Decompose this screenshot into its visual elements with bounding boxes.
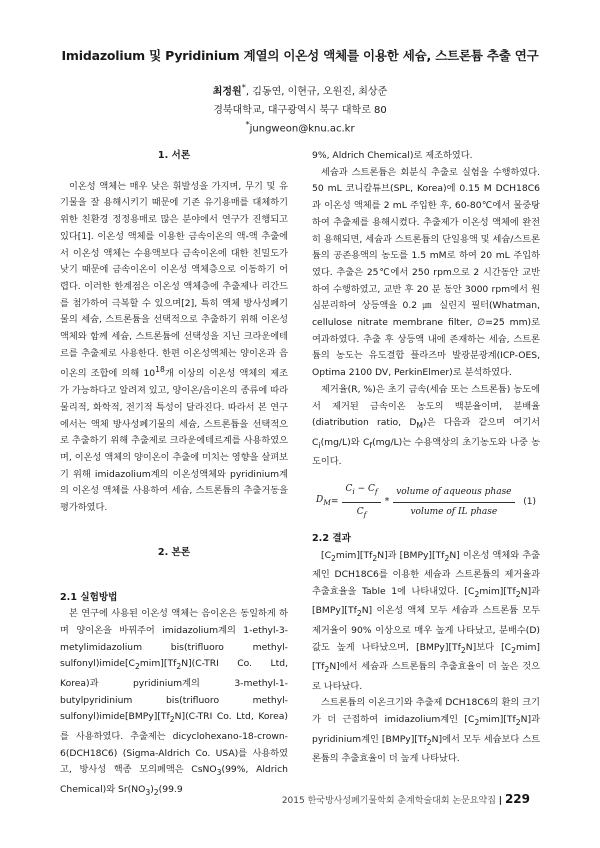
email-line (0, 119, 600, 134)
footer-text: 2015 한국방사성폐기물학회 춘계학술대회 논문요약집 (281, 796, 496, 806)
affiliation: 경북대학교, 대구광역시 북구 대학로 80 (213, 105, 387, 116)
email-mark: * (245, 119, 250, 129)
equation-times: * (384, 496, 390, 507)
equation-number: (1) (523, 496, 536, 507)
equation-lhs: $D_M$ (316, 495, 331, 508)
concentration-fraction: $\frac{C_i - C_f}{C_f}$ (342, 481, 380, 523)
right-column (312, 148, 540, 768)
distribution-equation (312, 479, 540, 525)
method-heading: 2.1 실험방법 (60, 591, 118, 603)
method-continued: 9%, Aldrich Chemical)로 제조하였다. (312, 150, 473, 161)
equation-equals: = (330, 496, 339, 507)
left-column (60, 148, 288, 801)
method-paragraph: 본 연구에 사용된 이온성 액체는 음이온은 동일하게 하며 양이온을 바꿔주어 imidazolium계의 1-ethyl-3-metylimidazolium bis(trifluoro methyl-$sulfonyl)imide[C_2mim][Tf_2N](C$-TRI Co. Ltd, Korea)과 pyridinium계의 3-methyl-1-butylpyridinium bis(trifluoro methyl-$sulfonyl)imide[BMPy][Tf_2N](C$-TRI Co. Ltd, Korea)를 사용하였다. 추출제는 dicyclohexano-18-crown-6(DCH18C6) (Sigma-Aldrich Co. USA)를 사용하였고, 방사성 핵종 모의폐액은 CsNO$_3$(99%, Aldrich Chemical)와 $Sr(NO_3)_2(99.9$ (60, 608, 288, 797)
page-number: 229 (504, 792, 530, 806)
author-list (0, 82, 600, 97)
intro-paragraph: 이온성 액체는 매우 낮은 휘발성을 가지며, 무기 및 유기물을 잘 용해시키기 때문에 기존 유기용매를 대체하기 위한 친환경 정정용매로 많은 분야에서 연구가 진행되고 있다[1]. 이온성 액체를 이용한 금속이온의 액-액 추출에서 이온성 액체는 수용액보다 금속이온에 대한 친밀도가 낮기 때문에 금속이온이 이온성 액체층으로 이동하기 어렵다. 이러한 한계점은 이온성 액체층에 추출제나 리간드를 첨가하여 극복할 수 있으며[2], 특히 액체 방사성폐기물의 세슘, 스트론튬을 선택적으로 추출하기 위해 이온성 액체와 함께 세슘, 스트론튬에 선택성을 지닌 크라운에테르를 추출제로 사용한다. 한편 이온성액체는 양이온과 음이온의 조합에 의해 $10^{18}$개 이상의 이온성 액체의 제조가 가능하다고 알려져 있고, 양이온/음이온의 종류에 따라 물리적, 화학적, 전기적 특성이 달라진다. 따라서 본 연구에서는 액체 방사성폐기물의 세슘, 스트론튬을 선택적으로 추출하기 위해 추출제로 크라운에테르계를 사용하였으며, 이온성 액체의 양이온이 추출에 미치는 영향을 살펴보기 위해 imidazolium계의 이온성액체와 pyridinium계의 이온성 액체를 사용하여 세슘, 스트론튬의 추출거동을 평가하였다. (60, 180, 289, 514)
extraction-paragraph: 세슘과 스트론튬은 회분식 추출로 실험을 수행하였다. 50 mL 코니칼튜브(SPL, Korea)에 0.15 M DCH18C6과 이온성 액체를 2 mL 주입한 후, 60-80℃에서 물중탕하여 추출제를 용해시켰다. 추출제가 이온성 액체에 완전히 용해되면, 세슘과 스트론튬의 단일용액 및 세슘/스트론튬의 공존용액의 농도를 1.5 mM로 하여 20 mL 주입하였다. 추출은 25℃에서 250 rpm으로 2 시간동안 교반하여 수행하였고, 교반 후 20 분 동안 3000 rpm에서 원심분리하여 상등액을 0.2 ㎛ 실린지 필터(Whatman, cellulose nitrate membrane filter, ∅=25 mm)로 여과하였다. 추출 후 상등액 내에 존재하는 세슘, 스트론튬의 농도는 유도결합 플라즈마 발광분광계(ICP-OES, Optima 2100 DV, PerkinElmer)로 분석하였다. (312, 166, 540, 379)
removal-paragraph: 제거율(R, %)은 초기 금속(세슘 또는 스트론튬) 농도에서 제거된 금속이온 농도의 백분율이며, 분배율(diatribution ratio, $D_M$)은 다음과 같으며 여기서 $C_i(mg/L)$와 $C_f(mg/L)$는 수용액상의 초기농도와 나중 농도이다. (312, 383, 540, 468)
volume-fraction: $\frac{\text{volume of aqueous phase}}{\text{volume of IL phase}}$ (393, 484, 514, 520)
paper-title: Imidazolium 및 Pyridinium 계열의 이온성 액체를 이용한 세슘, 스트론튬 추출 연구 (61, 48, 539, 63)
email-address: jungweon@knu.ac.kr (249, 123, 355, 135)
corresponding-mark: * (241, 82, 246, 92)
corresponding-author: 최정원 (212, 86, 242, 98)
result-paragraph-1: $[C_2mim][Tf_2N]$과 $[BMPy][Tf_2N]$ 이온성 액체와 추출제인 DCH18C6를 이용한 세슘과 스트론튬의 제거율과 추출효율을 Table 1에 나타내었다. $[C_2mim][Tf_2N]$과 $[BMPy][Tf_2N]$ 이온성 액체 모두 세슘과 스트론튬 모두 제거율이 90% 이상으로 매우 높게 나타났고, 분배수(D) 값도 높게 나타났으며, $[BMPy][Tf_2N]$보다 $[C_2mim][Tf_2N]$에서 세슘과 스트론튬의 추출효율이 더 높은 것으로 나타났다. (312, 549, 540, 692)
co-authors: , 김동연, 이현규, 오원진, 최상준 (245, 86, 388, 98)
result-heading: 2.2 결과 (312, 533, 351, 545)
body-heading: 2. 본론 (157, 546, 191, 558)
footer-separator: | (498, 796, 503, 806)
page-footer (282, 792, 530, 806)
result-paragraph-2: 스트론튬의 이온크기와 추출제 DCH18C6의 환의 크기가 더 근접하여 imidazolium계인 $[C_2mim][Tf_2N]$과 pyridinium계인 $[BMPy][Tf_2N]$에서 모두 세슘보다 스트론튬의 추출효율이 더 높게 나타났다. (312, 697, 540, 765)
intro-heading: 1. 서론 (157, 150, 191, 161)
